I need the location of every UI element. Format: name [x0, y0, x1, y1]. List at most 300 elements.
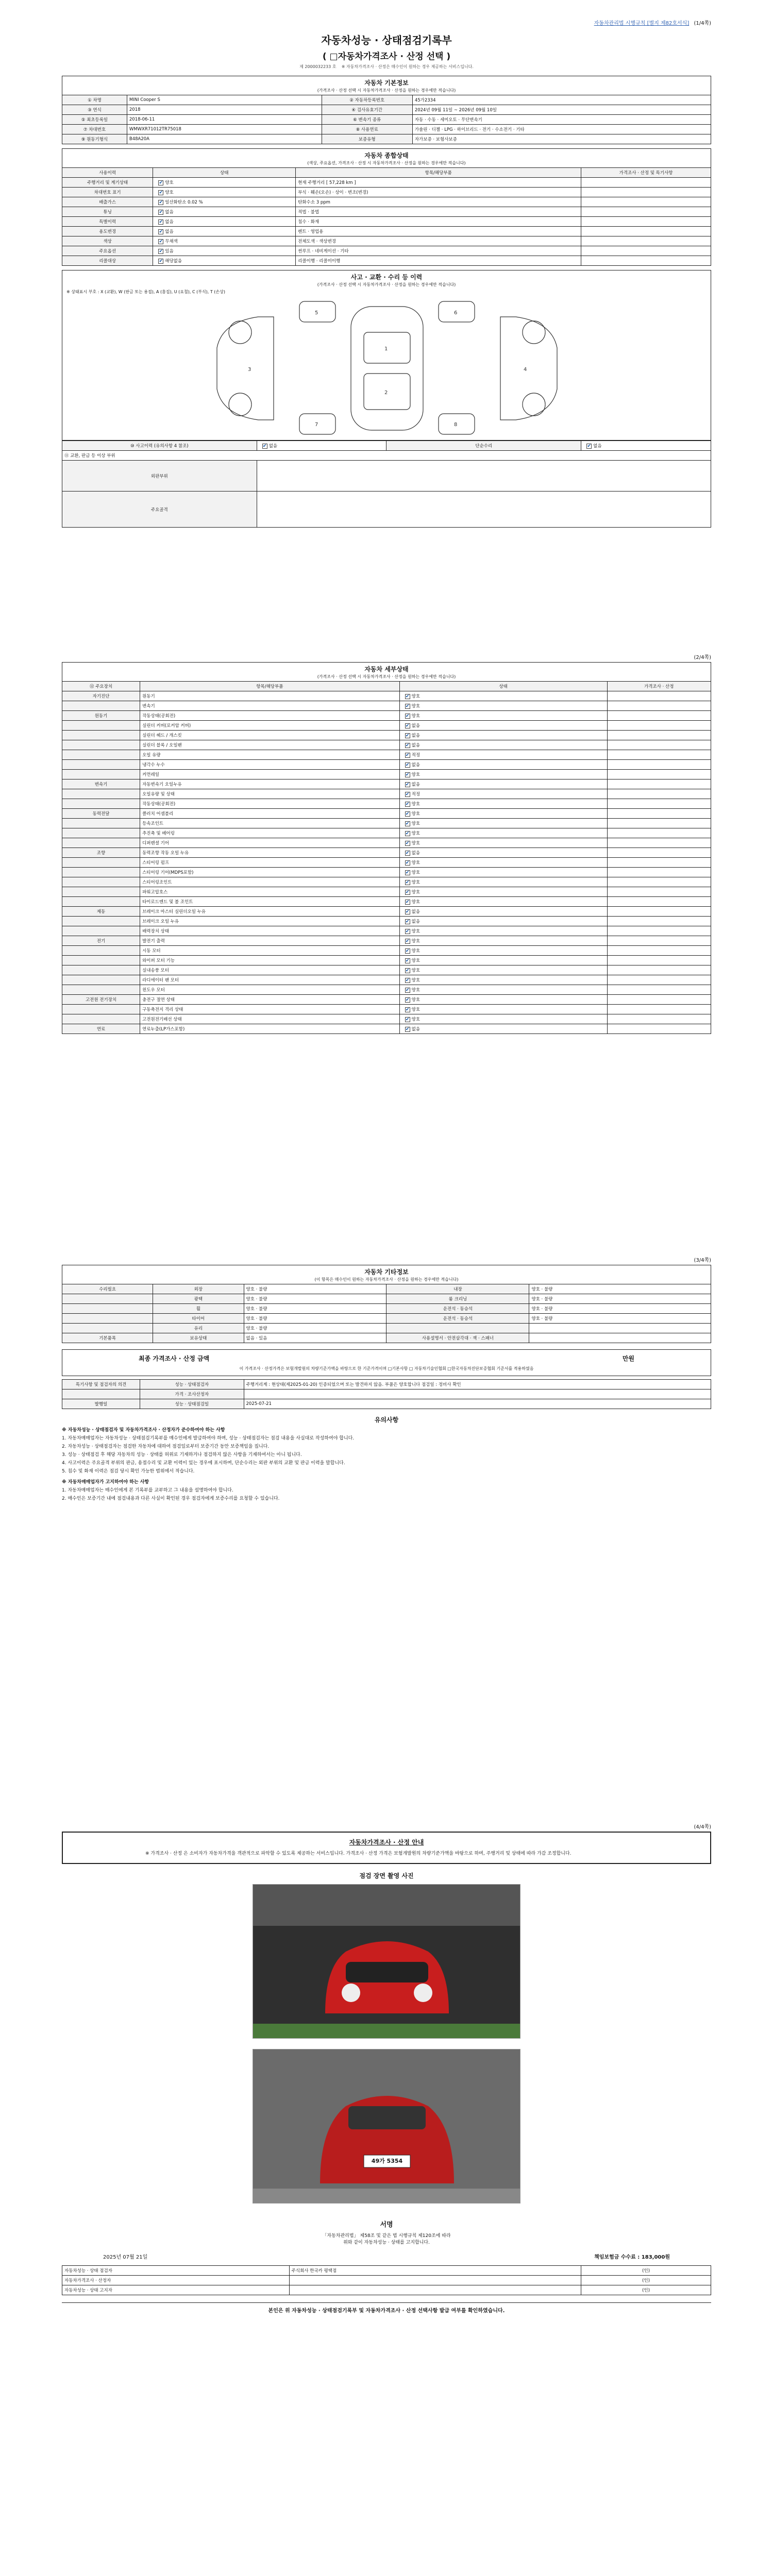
notice-section [62, 1415, 711, 1502]
accident-title: 사고 · 교환 · 수리 등 이력 [62, 270, 711, 282]
detail-state-text: 양호 [411, 714, 421, 719]
detail-row [62, 985, 711, 995]
detail-state-text: 없음 [411, 743, 421, 748]
detail-group [62, 917, 140, 926]
accident-history-value: ✔ 없음 [257, 441, 386, 451]
general-row [62, 217, 711, 227]
general-state-text: 무채색 [165, 239, 178, 244]
detail-row [62, 789, 711, 799]
detail-state-text: 양호 [411, 704, 421, 709]
general-item: 특별이력 [62, 217, 153, 227]
detail-price [607, 828, 711, 838]
general-parts: 현재 주행거리 [ 57,228 km ] [296, 178, 581, 188]
detail-state-text: 양호 [411, 841, 421, 846]
svg-text:3: 3 [248, 367, 251, 372]
detail-state [399, 858, 607, 868]
detail-group [62, 838, 140, 848]
basic-value: MINI Cooper S [127, 95, 322, 105]
notice-a-item: 5. 침수 및 화재 이력은 점검 당시 확인 가능한 범위에서 적습니다. [62, 1469, 195, 1475]
checkbox-icon[interactable] [405, 1017, 410, 1022]
detail-group [62, 858, 140, 868]
checkbox-icon[interactable] [158, 259, 163, 264]
checkbox-icon[interactable] [405, 948, 410, 954]
checkbox-icon[interactable] [405, 831, 410, 836]
basic-label: ⑧ 사용연료 [322, 125, 412, 134]
general-parts: 적법 · 불법 [296, 207, 581, 217]
checkbox-icon[interactable] [405, 988, 410, 993]
general-parts: 썬루프 · 네비게이션 · 기타 [296, 246, 581, 256]
checkbox-icon[interactable] [405, 811, 410, 817]
detail-group [62, 897, 140, 907]
notice-a-item: 4. 사고이력은 주요골격 부위의 판금, 용접수리 및 교환 이력이 있는 경우에 표시하며, 단순수리는 외판 부위의 교환 및 판금 이력을 말합니다. [62, 1461, 345, 1466]
checkbox-icon[interactable] [405, 694, 410, 699]
detail-row [62, 848, 711, 858]
detail-group [62, 946, 140, 956]
detail-state [399, 985, 607, 995]
detail-title: 자동차 세부상태 [62, 662, 711, 674]
basic-label: ⑦ 차대번호 [62, 125, 127, 134]
checkbox-icon[interactable] [158, 239, 163, 244]
detail-state [399, 789, 607, 799]
notice-b-title: ※ 자동차매매업자가 고지하여야 하는 사항 [62, 1480, 149, 1485]
sign-cell [289, 2285, 581, 2295]
checkbox-icon[interactable] [405, 909, 410, 914]
detail-col-2: 항목/해당부품 [140, 682, 400, 691]
detail-part: 클러치 어셈블리 [140, 809, 400, 819]
detail-price [607, 907, 711, 917]
other-row [62, 1294, 711, 1304]
svg-text:1: 1 [384, 346, 388, 352]
remarks-cell: 발행일 [62, 1399, 140, 1409]
checkbox-icon[interactable] [405, 890, 410, 895]
checkbox-icon[interactable] [158, 249, 163, 254]
general-state [153, 236, 296, 246]
checkbox-icon[interactable] [405, 704, 410, 709]
basic-value: 가솔린 · 디젤 · LPG · 하이브리드 · 전기 · 수소전기 · 기타 [412, 125, 711, 134]
detail-group: 연료 [62, 1024, 140, 1034]
car-diagram [62, 296, 711, 440]
general-state-text: 없음 [165, 229, 174, 234]
other-cell: 양호 · 불량 [244, 1284, 386, 1294]
checkbox-icon[interactable] [405, 743, 410, 748]
detail-part: 원동기 [140, 691, 400, 701]
detail-state-text: 양호 [411, 1007, 421, 1012]
checkbox-icon[interactable] [405, 802, 410, 807]
detail-price [607, 956, 711, 965]
detail-part: 실린더 블록 / 오일팬 [140, 740, 400, 750]
document-title: 자동차성능 · 상태점검기록부 [321, 34, 452, 46]
price-unit: 만원 [622, 1355, 634, 1362]
detail-col-4: 가격조사 · 산정 [607, 682, 711, 691]
detail-state-text: 적정 [411, 753, 421, 758]
detail-price [607, 838, 711, 848]
checkbox-icon[interactable] [405, 1007, 410, 1012]
other-cell [529, 1324, 711, 1333]
detail-state [399, 848, 607, 858]
detail-part: 충전구 절연 상태 [140, 995, 400, 1005]
checkbox-icon[interactable] [158, 180, 163, 185]
general-parts: 부식 · 훼손(오손) · 상이 · 변조(변경) [296, 188, 581, 197]
general-item: 주요옵션 [62, 246, 153, 256]
page-4 [62, 1824, 711, 2314]
detail-row [62, 770, 711, 779]
other-row [62, 1324, 711, 1333]
detail-state-text: 없음 [411, 733, 421, 738]
detail-price [607, 858, 711, 868]
detail-row [62, 965, 711, 975]
page-2 [62, 655, 711, 1034]
other-cell [529, 1333, 711, 1343]
detail-state [399, 731, 607, 740]
checkbox-icon[interactable] [586, 444, 592, 449]
checkbox-icon[interactable] [158, 210, 163, 215]
checkbox-icon[interactable] [262, 444, 267, 449]
main-frame-label: 주요골격 [62, 492, 257, 528]
basic-value: WMWXR71012TR75018 [127, 125, 322, 134]
notice-a-title: ※ 자동차성능 · 상태점검자 및 자동차가격조사 · 산정자가 준수하여야 하는 사항 [62, 1428, 225, 1433]
detail-state-text: 양호 [411, 880, 421, 885]
detail-part: 배력장치 상태 [140, 926, 400, 936]
detail-row [62, 799, 711, 809]
general-state [153, 197, 296, 207]
detail-price [607, 799, 711, 809]
sign-cell: (인) [581, 2275, 711, 2285]
detail-state [399, 1014, 607, 1024]
checkbox-icon[interactable] [158, 190, 163, 195]
detail-part: 구동축전지 격리 상태 [140, 1005, 400, 1014]
checkbox-icon[interactable] [405, 860, 410, 866]
detail-group: 동력전달 [62, 809, 140, 819]
detail-row [62, 1024, 711, 1034]
detail-part: 스티어링조인트 [140, 877, 400, 887]
general-row [62, 188, 711, 197]
detail-state-text: 적정 [411, 792, 421, 797]
basic-label: ② 자동차등록번호 [322, 95, 412, 105]
notice-b-item: 2. 매수인은 보증기간 내에 점검내용과 다른 사실이 확인된 경우 점검자에게 보증수리를 요청할 수 있습니다. [62, 1496, 280, 1502]
detail-state-text: 없음 [411, 723, 421, 728]
outer-panel-label: 외판부위 [62, 461, 257, 492]
detail-group [62, 1014, 140, 1024]
basic-row [62, 105, 711, 115]
other-cell [62, 1314, 153, 1324]
general-row [62, 256, 711, 266]
basic-label: 보증유형 [322, 134, 412, 144]
photo-title: 점검 장면 촬영 사진 [359, 1872, 414, 1879]
general-col-1: 사용이력 [62, 168, 153, 178]
checkbox-icon[interactable] [405, 772, 410, 777]
detail-col-1: ⑫ 주요장치 [62, 682, 140, 691]
general-item: 리콜대상 [62, 256, 153, 266]
detail-state-text: 양호 [411, 900, 421, 905]
detail-state-text: 양호 [411, 958, 421, 963]
sign-cell: (인) [581, 2265, 711, 2275]
detail-row [62, 877, 711, 887]
notice-a-item: 1. 자동차매매업자는 자동차성능 · 상태점검기록부를 매수인에게 발급하여야 하며, 성능 · 상태점검자는 점검 내용을 사실대로 작성하여야 합니다. [62, 1436, 355, 1442]
detail-group [62, 828, 140, 838]
detail-group [62, 731, 140, 740]
detail-group [62, 868, 140, 877]
general-state-text: 없음 [165, 210, 174, 215]
checkbox-icon[interactable] [405, 939, 410, 944]
checkbox-icon[interactable] [158, 219, 163, 225]
detail-group: 변속기 [62, 779, 140, 789]
general-price [581, 207, 711, 217]
other-cell: 내장 [386, 1284, 529, 1294]
remarks-cell: 성능 · 상태점검자 [140, 1380, 244, 1389]
general-item: 색상 [62, 236, 153, 246]
detail-state-text: 양호 [411, 939, 421, 944]
detail-state [399, 779, 607, 789]
detail-state [399, 760, 607, 770]
page-1 [62, 32, 711, 528]
doc-meta-note: ※ 자동차가격조사 · 산정은 매수인이 원하는 경우 제공하는 서비스입니다. [341, 64, 474, 69]
detail-state-text: 양호 [411, 997, 421, 1003]
footer-note: 본인은 위 자동차성능 · 상태점검기록부 및 자동차가격조사 · 산정 선택사항 발급 여부를 확인하였습니다. [62, 2302, 711, 2314]
checkbox-icon[interactable] [405, 782, 410, 787]
detail-state [399, 887, 607, 897]
detail-price [607, 770, 711, 779]
general-state-table [62, 167, 711, 266]
price-box [62, 1349, 711, 1376]
accident-table [62, 440, 711, 528]
other-cell: 운전석 · 동승석 [386, 1314, 529, 1324]
general-item: 차대번호 표기 [62, 188, 153, 197]
detail-group [62, 740, 140, 750]
detail-row [62, 975, 711, 985]
sign-row [62, 2275, 711, 2285]
detail-state [399, 799, 607, 809]
law-link[interactable]: 자동차관리법 시행규칙 [별지 제82호서식] [594, 21, 690, 26]
detail-state-text: 없음 [411, 762, 421, 768]
general-state [153, 246, 296, 256]
detail-table [62, 681, 711, 1034]
general-parts: 탄화수소 3 ppm [296, 197, 581, 207]
detail-part: 브레이크 오일 누유 [140, 917, 400, 926]
general-state [153, 227, 296, 236]
other-cell: 양호 · 불량 [244, 1304, 386, 1314]
top-line [594, 19, 711, 26]
detail-price [607, 1005, 711, 1014]
detail-state [399, 965, 607, 975]
basic-row [62, 125, 711, 134]
basic-value: 자가보증 · 보험사보증 [412, 134, 711, 144]
car-rear-photo [253, 2049, 520, 2204]
detail-state [399, 701, 607, 711]
svg-text:7: 7 [315, 422, 318, 428]
basic-value: 2018 [127, 105, 322, 115]
checkbox-icon[interactable] [405, 723, 410, 728]
checkbox-icon[interactable] [405, 880, 410, 885]
sign-cell: 자동차성능 · 상태 고지자 [62, 2285, 290, 2295]
detail-state-text: 양호 [411, 988, 421, 993]
detail-state-text: 없음 [411, 1027, 421, 1032]
page-mark-2: (2/4쪽) [694, 655, 711, 660]
detail-row [62, 750, 711, 760]
other-cell: 양호 · 불량 [529, 1304, 711, 1314]
general-row [62, 207, 711, 217]
detail-price [607, 995, 711, 1005]
svg-text:6: 6 [454, 310, 458, 316]
page-mark-1: (1/4쪽) [694, 21, 711, 26]
sign-text-1: 「자동차관리법」 제58조 및 같은 법 시행규칙 제120조에 따라 [322, 2233, 451, 2239]
general-item: 주행거리 및 계기상태 [62, 178, 153, 188]
detail-part: 실린더 커버(로커암 커버) [140, 721, 400, 731]
detail-price [607, 1014, 711, 1024]
other-cell: 룸 크리닝 [386, 1294, 529, 1304]
detail-row [62, 936, 711, 946]
detail-state [399, 711, 607, 721]
accident-note: (가격조사 · 산정 선택 시 자동차가격조사 · 산정을 원하는 경우에만 적습니다) [62, 282, 711, 289]
detail-state-text: 없음 [411, 851, 421, 856]
detail-note: (가격조사 · 산정 선택 시 자동차가격조사 · 산정을 원하는 경우에만 적습니다) [62, 674, 711, 681]
detail-state [399, 740, 607, 750]
detail-price [607, 819, 711, 828]
other-cell: 보유상태 [153, 1333, 244, 1343]
detail-state-text: 양호 [411, 870, 421, 875]
detail-row [62, 779, 711, 789]
basic-info-table [62, 95, 711, 144]
detail-price [607, 809, 711, 819]
detail-group [62, 701, 140, 711]
checkbox-icon[interactable] [405, 714, 410, 719]
detail-state-text: 양호 [411, 948, 421, 954]
detail-price [607, 721, 711, 731]
remarks-cell: 주행거리계 : 현상태(제2025-01-20) 인증되었으며 또는 발견하지 않음. 부품은 양호합니다 점검일 : 정비사 확인 [244, 1380, 711, 1389]
detail-state-text: 없음 [411, 919, 421, 924]
other-cell: 양호 · 불량 [529, 1314, 711, 1324]
checkbox-icon[interactable] [158, 200, 163, 205]
detail-part: 고전원전기배선 상태 [140, 1014, 400, 1024]
car-outline-icon [62, 296, 711, 439]
checkbox-icon[interactable] [405, 841, 410, 846]
other-row [62, 1304, 711, 1314]
checkbox-icon[interactable] [405, 900, 410, 905]
detail-state [399, 956, 607, 965]
sign-title: 서명 [380, 2221, 393, 2229]
checkbox-icon[interactable] [405, 978, 410, 983]
general-state-text: 해당없음 [165, 259, 182, 264]
detail-part: 스티어링 펌프 [140, 858, 400, 868]
checkbox-icon[interactable] [405, 929, 410, 934]
checkbox-icon[interactable] [405, 958, 410, 963]
notice-b-list [62, 1487, 711, 1502]
detail-part: 추진축 및 베어링 [140, 828, 400, 838]
checkbox-icon[interactable] [405, 733, 410, 738]
detail-group [62, 975, 140, 985]
detail-group [62, 926, 140, 936]
sign-cell: 자동차가격조사 · 산정자 [62, 2275, 290, 2285]
basic-label: ① 차명 [62, 95, 127, 105]
accident-history-label: ⑩ 사고이력 (유의사항 4 참조) [62, 441, 257, 451]
detail-state [399, 721, 607, 731]
detail-row [62, 1014, 711, 1024]
detail-group [62, 789, 140, 799]
detail-state [399, 897, 607, 907]
sign-cell: 주식회사 한국카 평택점 [289, 2265, 581, 2275]
checkbox-icon[interactable] [405, 870, 410, 875]
detail-row [62, 760, 711, 770]
detail-row [62, 995, 711, 1005]
car-front-photo [253, 1884, 520, 2039]
checkbox-icon[interactable] [405, 821, 410, 826]
sign-row [62, 2285, 711, 2295]
detail-state [399, 691, 607, 701]
price-info-title: 자동차가격조사 · 산정 안내 [349, 1839, 424, 1846]
price-note: 이 가격조사 · 산정가격은 보험개발원의 차량기준가액을 바탕으로 한 기준가격이며 □기본사항 □ 자동차기술인협회 □한국자동차진단보증협회 기준서를 적용하였음 [239, 1366, 534, 1371]
other-cell: 운전석 · 동승석 [386, 1304, 529, 1314]
general-price [581, 188, 711, 197]
checkbox-icon[interactable] [405, 753, 410, 758]
checkbox-icon[interactable] [405, 968, 410, 973]
general-item: 배출가스 [62, 197, 153, 207]
detail-state-text: 양호 [411, 831, 421, 836]
detail-group [62, 956, 140, 965]
other-cell: 유리 [153, 1324, 244, 1333]
general-price [581, 256, 711, 266]
general-col-4: 가격조사 · 산정 및 특기사항 [581, 168, 711, 178]
general-row [62, 246, 711, 256]
detail-price [607, 965, 711, 975]
page-mark-3: (3/4쪽) [694, 1258, 711, 1263]
detail-row [62, 828, 711, 838]
detail-part: 연료누출(LP가스포함) [140, 1024, 400, 1034]
detail-price [607, 701, 711, 711]
checkbox-icon[interactable] [158, 229, 163, 234]
general-state-text: 일산화탄소 0.02 % [165, 200, 203, 205]
detail-state [399, 819, 607, 828]
detail-part: 동력조향 작동 오일 누유 [140, 848, 400, 858]
checkbox-icon[interactable] [405, 792, 410, 797]
general-price [581, 227, 711, 236]
detail-part: 파워고압호스 [140, 887, 400, 897]
detail-row [62, 887, 711, 897]
general-item: 용도변경 [62, 227, 153, 236]
detail-state [399, 995, 607, 1005]
checkbox-icon[interactable] [405, 919, 410, 924]
basic-label: ④ 검사유효기간 [322, 105, 412, 115]
basic-row [62, 115, 711, 125]
detail-state [399, 868, 607, 877]
doc-number-line [62, 64, 711, 70]
other-cell: 양호 · 불량 [529, 1284, 711, 1294]
detail-state-text: 양호 [411, 1017, 421, 1022]
detail-state [399, 838, 607, 848]
checkbox-icon[interactable] [405, 1027, 410, 1032]
checkbox-icon[interactable] [405, 851, 410, 856]
checkbox-icon[interactable] [405, 997, 410, 1003]
other-row [62, 1284, 711, 1294]
detail-group: 고전원 전기장치 [62, 995, 140, 1005]
general-item: 튜닝 [62, 207, 153, 217]
remarks-row [62, 1399, 711, 1409]
detail-state [399, 1024, 607, 1034]
detail-row [62, 740, 711, 750]
detail-state [399, 975, 607, 985]
general-price [581, 217, 711, 227]
checkbox-icon[interactable] [405, 762, 410, 768]
general-row [62, 178, 711, 188]
accident-legend: ※ 상태표시 부호 : X (교환), W (판금 또는 용접), A (흠집), U (요철), C (부식), T (손상) [62, 289, 711, 296]
notice-b-item: 1. 자동차매매업자는 매수인에게 본 기록부를 교부하고 그 내용을 설명하여야 합니다. [62, 1488, 233, 1494]
other-cell [386, 1324, 529, 1333]
detail-row [62, 691, 711, 701]
general-state [153, 178, 296, 188]
detail-row [62, 897, 711, 907]
basic-value: 45가2334 [412, 95, 711, 105]
detail-state [399, 907, 607, 917]
detail-row [62, 731, 711, 740]
basic-row [62, 134, 711, 144]
